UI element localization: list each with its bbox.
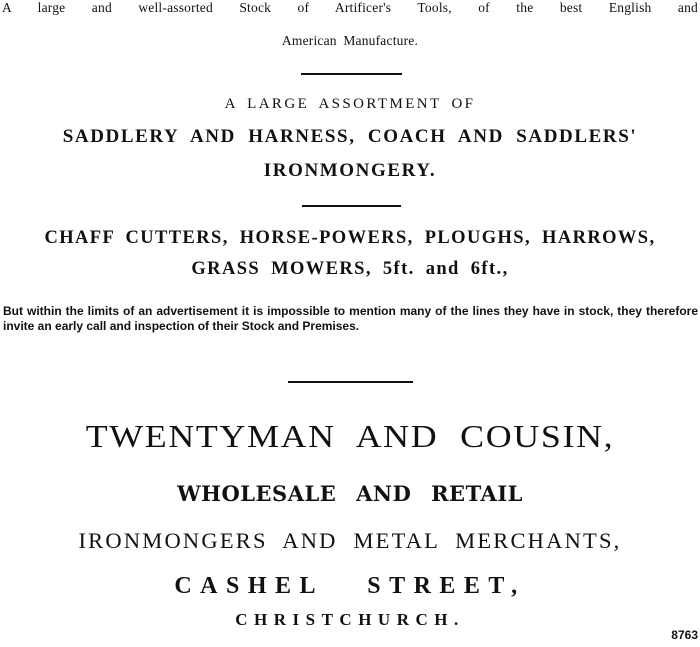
saddlery-heading: A LARGE ASSORTMENT OF (224, 96, 476, 112)
implements-line-1: CHAFF CUTTERS, HORSE-POWERS, PLOUGHS, HARROWS, (44, 228, 656, 248)
divider-rule-2 (302, 205, 401, 207)
notice-paragraph: But within the limits of an advertisement it is impossible to mention many of the lines they have in stock, they therefore invite an early call and inspection of their Stock and Premises. (3, 304, 698, 333)
firm-name: TWENTYMAN AND COUSIN, (85, 418, 615, 454)
firm-street: CASHEL STREET, (174, 573, 526, 599)
saddlery-line-2: IRONMONGERY. (263, 160, 437, 181)
firm-city: CHRISTCHURCH. (235, 610, 465, 629)
intro-line-1: A large and well-assorted Stock of Artificer's Tools, of the best English and (2, 0, 698, 15)
ad-number: 8763 (671, 628, 698, 642)
divider-rule-3 (288, 381, 413, 383)
firm-description: IRONMONGERS AND METAL MERCHANTS, (78, 528, 622, 553)
intro-line-2: American Manufacture. (281, 33, 419, 48)
divider-rule-1 (301, 73, 402, 75)
saddlery-line-1: SADDLERY AND HARNESS, COACH AND SADDLERS' (62, 126, 638, 147)
implements-line-2: GRASS MOWERS, 5ft. and 6ft., (191, 259, 509, 279)
firm-trade: WHOLESALE AND RETAIL (177, 481, 523, 506)
